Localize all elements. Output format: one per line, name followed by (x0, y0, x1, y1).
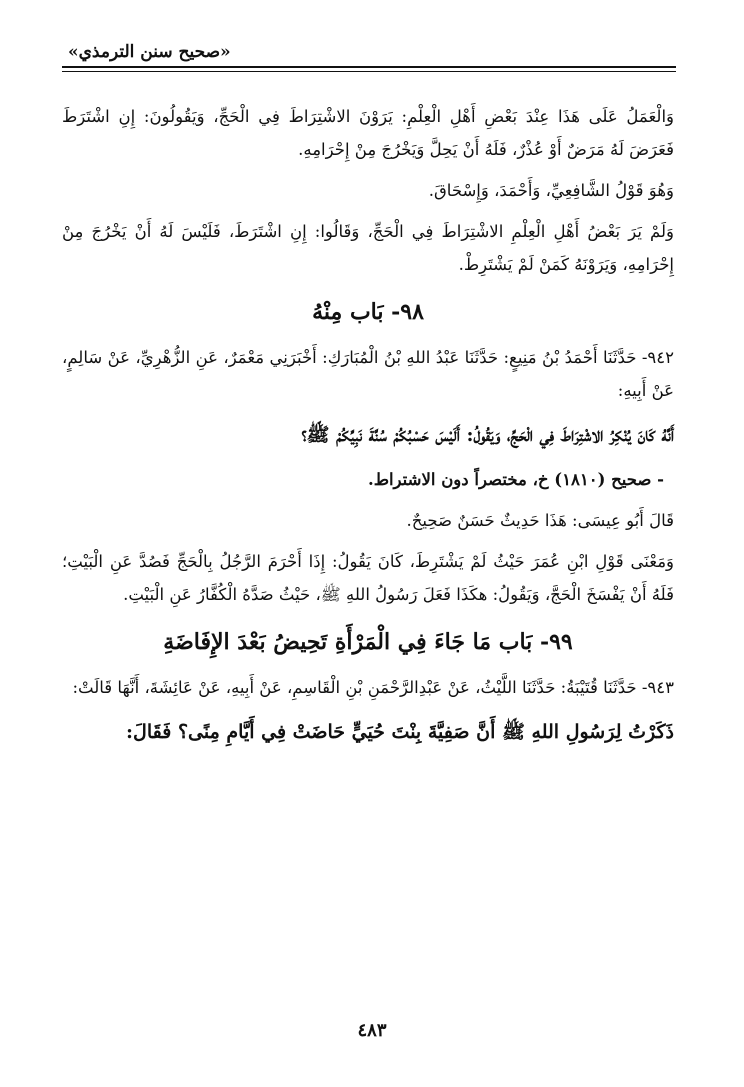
paragraph-opposing-view: وَلَمْ يَرَ بَعْضُ أَهْلِ الْعِلْمِ الاشْتِرَاطَ فِي الْحَجِّ، وَقَالُوا: إِنِ اشْتَرَطَ، فَلَيْسَ لَهُ أَنْ يَخْرُجَ مِنْ إِحْرَامِهِ، وَيَرَوْنَهُ كَمَنْ لَمْ يَشْتَرِطْ. (62, 222, 674, 274)
commentary-ibn-umar: وَمَعْنَى قَوْلِ ابْنِ عُمَرَ حَيْثُ لَمْ يَشْتَرِطَ، كَانَ يَقُولُ: إِذَا أَحْرَمَ الرَّجُلُ بِالْحَجِّ فَصُدَّ عَنِ الْبَيْتِ؛ فَلَهُ أَنْ يَفْسَخَ الْحَجَّ، وَيَقُولُ: هكَذَا فَعَلَ رَسُولُ اللهِ ﷺ، حَيْثُ صَدَّهُ الْكُفَّارُ عَنِ الْبَيْتِ. (62, 552, 674, 604)
abu-isa-grading: قَالَ أَبُو عِيسَى: هَذَا حَدِيثٌ حَسَنٌ صَحِيحٌ. (406, 511, 674, 530)
page-body (62, 100, 674, 760)
header-divider (62, 66, 676, 72)
hadith-942-matn: أَنَّهُ كَانَ يُنْكِرُ الاشْتِرَاطَ فِي الْحَجِّ، وَيَقُولُ: أَلَيْسَ حَسْبُكُمْ سُنَّةَ نَبِيِّكُمْ ﷺ؟ (301, 424, 674, 446)
hadith-942-isnad: ٩٤٢- حَدَّثَنَا أَحْمَدُ بْنُ مَنِيعٍ: حَدَّثَنَا عَبْدُ اللهِ بْنُ الْمُبَارَكِ: أَخْبَرَنِي مَعْمَرٌ، عَنِ الزُّهْرِيِّ، عَنْ سَالِمٍ، عَنْ أَبِيهِ: (62, 348, 674, 400)
paragraph-scholars: وَهُوَ قَوْلُ الشَّافِعِيِّ، وَأَحْمَدَ، وَإِسْحَاقَ. (428, 181, 674, 200)
page-number: ٤٨٣ (357, 1020, 387, 1041)
hadith-942-ruling: - صحيح (١٨١٠) خ، مختصراً دون الاشتراط. (367, 470, 664, 489)
paragraph-practice: وَالْعَمَلُ عَلَى هَذَا عِنْدَ بَعْضِ أَهْلِ الْعِلْمِ: يَرَوْنَ الاشْتِرَاطَ فِي الْحَجِّ، وَيَقُولُونَ: إِنِ اشْتَرَطَ فَعَرَضَ لَهُ مَرَضٌ أَوْ عُذْرٌ، فَلَهُ أَنْ يَحِلَّ وَيَخْرُجَ مِنْ إِحْرَامِهِ. (62, 107, 674, 159)
running-header-title: «صحيح سنن الترمذي» (68, 42, 231, 62)
hadith-943-isnad: ٩٤٣- حَدَّثَنَا قُتَيْبَةُ: حَدَّثَنَا اللَّيْثُ، عَنْ عَبْدِالرَّحْمَنِ بْنِ الْقَاسِمِ، عَنْ أَبِيهِ، عَنْ عَائِشَةَ، أَنَّهَا قَالَتْ: (72, 678, 674, 697)
chapter-98-title: ٩٨- بَاب مِنْهُ (312, 299, 424, 325)
chapter-99-title: ٩٩- بَاب مَا جَاءَ فِي الْمَرْأَةِ تَحِيضُ بَعْدَ الإِفَاضَةِ (163, 629, 573, 655)
hadith-943-matn: ذَكَرْتُ لِرَسُولِ اللهِ ﷺ أَنَّ صَفِيَّةَ بِنْتَ حُيَيٍّ حَاضَتْ فِي أَيَّامِ مِنًى؟ فَقَالَ: (126, 721, 674, 743)
